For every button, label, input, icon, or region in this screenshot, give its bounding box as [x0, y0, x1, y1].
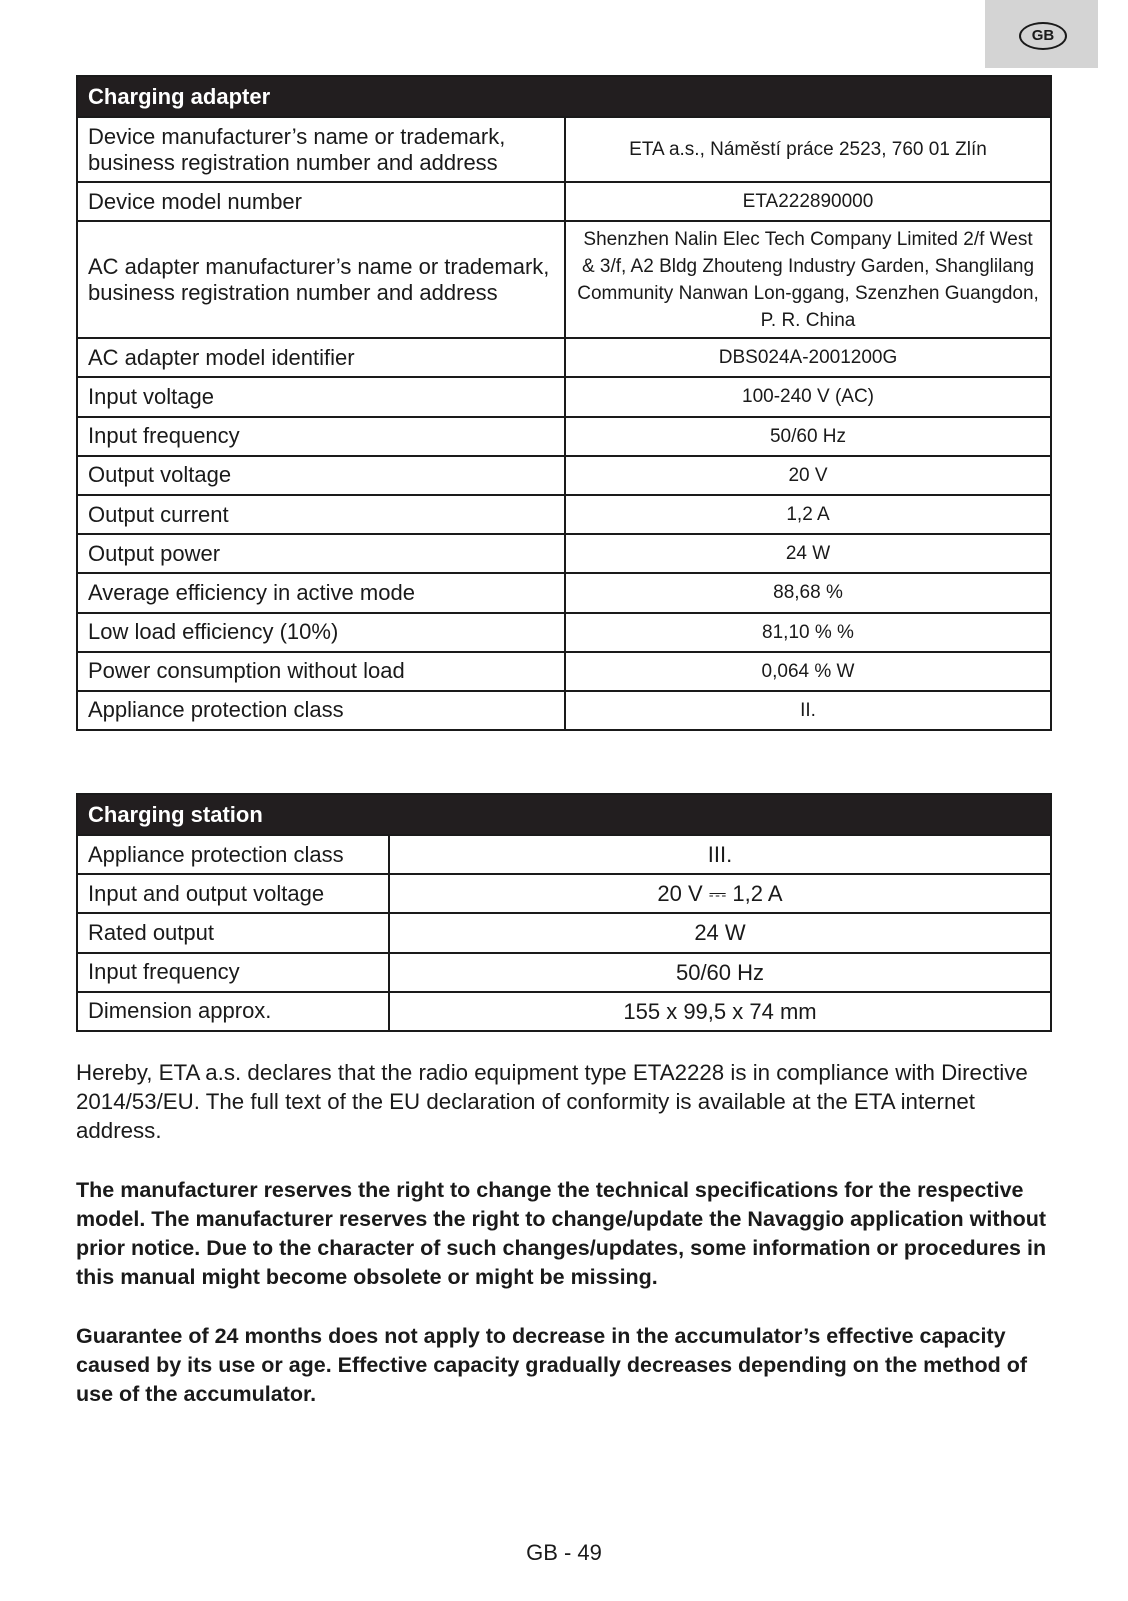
- row-label: Input voltage: [77, 377, 565, 416]
- row-label: AC adapter manufacturer’s name or trademark, business registration number and address: [77, 221, 565, 338]
- row-label: Power consumption without load: [77, 652, 565, 691]
- table-row: [77, 417, 1051, 456]
- table-header: Charging station: [77, 794, 1051, 835]
- manufacturer-notice: The manufacturer reserves the right to change the technical specifications for the respective model. The manufacturer reserves the right to change/update the Navaggio application without prior notice. Due to the character of such changes/updates, some information or procedures in this manual might become obsolete or might be missing.: [76, 1178, 1047, 1289]
- row-value: 88,68 %: [565, 573, 1051, 612]
- table-header-row: [77, 76, 1051, 117]
- table-row: [77, 495, 1051, 534]
- row-label: Average efficiency in active mode: [77, 573, 565, 612]
- row-value: ETA222890000: [565, 182, 1051, 221]
- table-row: [77, 613, 1051, 652]
- row-label: Low load efficiency (10%): [77, 613, 565, 652]
- row-value: Shenzhen Nalin Elec Tech Company Limited 2/f West & 3/f, A2 Bldg Zhouteng Industry Garden, Shanglilang Community Nanwan Lon-ggang, Szenzhen Guangdon, P. R. China: [565, 221, 1051, 338]
- row-label: Output power: [77, 534, 565, 573]
- table-row: [77, 992, 1051, 1031]
- row-value: II.: [565, 691, 1051, 730]
- row-value: 24 W: [389, 913, 1051, 952]
- table-row: [77, 874, 1051, 913]
- row-label: Input and output voltage: [77, 874, 389, 913]
- table-row: [77, 221, 1051, 338]
- table-row: [77, 534, 1051, 573]
- table-row: [77, 182, 1051, 221]
- table-row: [77, 953, 1051, 992]
- row-label: Rated output: [77, 913, 389, 952]
- table-row: [77, 117, 1051, 182]
- table-row: [77, 377, 1051, 416]
- row-value: 81,10 % %: [565, 613, 1051, 652]
- row-label: Output current: [77, 495, 565, 534]
- row-label: Appliance protection class: [77, 691, 565, 730]
- row-value: 100-240 V (AC): [565, 377, 1051, 416]
- guarantee-notice: Guarantee of 24 months does not apply to decrease in the accumulator’s effective capacity caused by its use or age. Effective capacity gradually decreases depending on the method of use of the accumulator.: [76, 1324, 1028, 1406]
- row-label: Input frequency: [77, 953, 389, 992]
- charging-adapter-table: [76, 75, 1052, 731]
- page-number: GB - 49: [526, 1540, 602, 1565]
- row-label: Appliance protection class: [77, 835, 389, 874]
- row-value: 20 V ⎓ 1,2 A: [389, 874, 1051, 913]
- row-label: Device manufacturer’s name or trademark, business registration number and address: [77, 117, 565, 182]
- table-header-row: [77, 794, 1051, 835]
- row-label: Device model number: [77, 182, 565, 221]
- table-row: [77, 691, 1051, 730]
- row-value: DBS024A-2001200G: [565, 338, 1051, 377]
- table-row: [77, 338, 1051, 377]
- row-value: 50/60 Hz: [565, 417, 1051, 456]
- row-value: III.: [389, 835, 1051, 874]
- charging-station-table: [76, 793, 1052, 1032]
- declaration-paragraph: Hereby, ETA a.s. declares that the radio equipment type ETA2228 is in compliance with Directive 2014/53/EU. The full text of the EU declaration of conformity is available at the ETA internet address.: [76, 1060, 1028, 1143]
- table-header: Charging adapter: [77, 76, 1051, 117]
- row-value: 155 x 99,5 x 74 mm: [389, 992, 1051, 1031]
- row-label: Dimension approx.: [77, 992, 389, 1031]
- row-label: AC adapter model identifier: [77, 338, 565, 377]
- language-badge: GB: [1019, 22, 1067, 50]
- row-label: Output voltage: [77, 456, 565, 495]
- table-row: [77, 573, 1051, 612]
- table-row: [77, 835, 1051, 874]
- row-value: 0,064 % W: [565, 652, 1051, 691]
- table-row: [77, 456, 1051, 495]
- table-row: [77, 652, 1051, 691]
- row-value: 1,2 A: [565, 495, 1051, 534]
- row-value: 50/60 Hz: [389, 953, 1051, 992]
- row-value: ETA a.s., Náměstí práce 2523, 760 01 Zlín: [565, 117, 1051, 182]
- table-row: [77, 913, 1051, 952]
- row-value: 24 W: [565, 534, 1051, 573]
- row-label: Input frequency: [77, 417, 565, 456]
- language-tab: [985, 0, 1098, 68]
- row-value: 20 V: [565, 456, 1051, 495]
